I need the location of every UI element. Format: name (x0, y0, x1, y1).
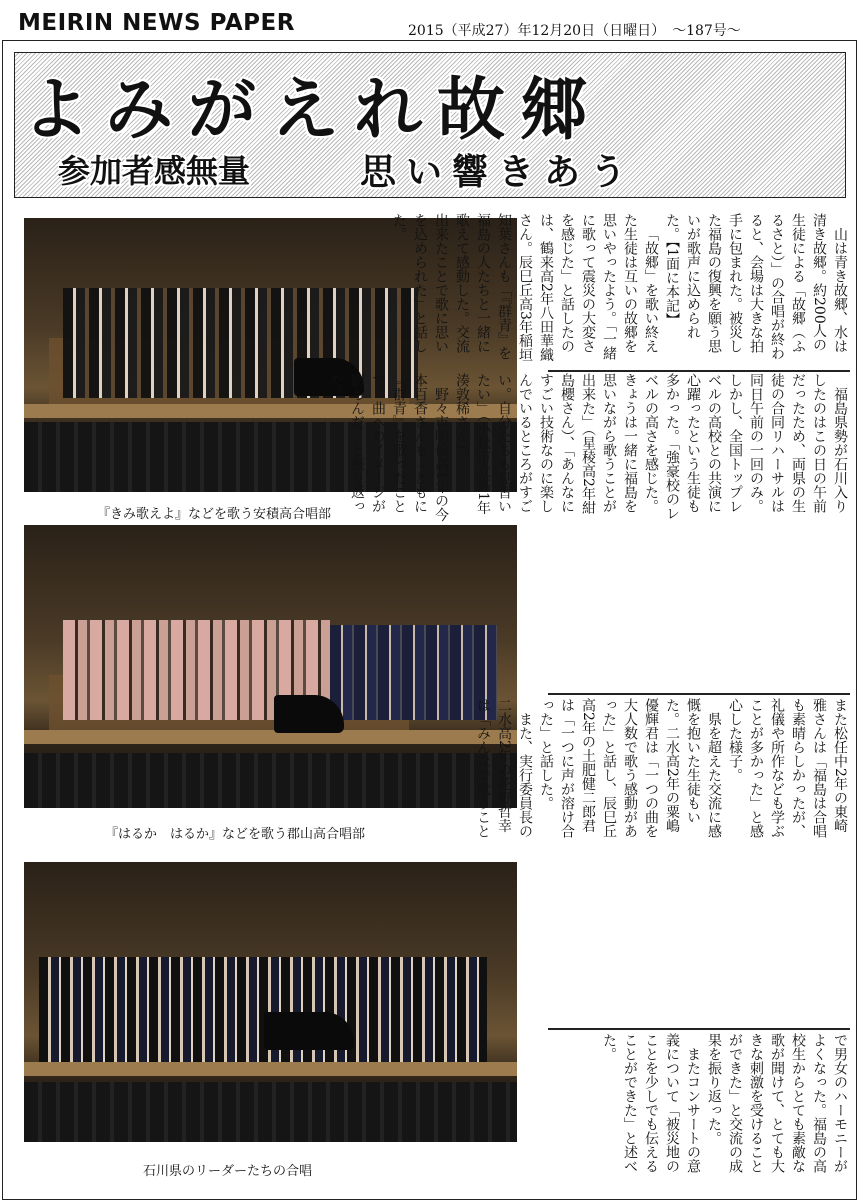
article-paragraph: 山は青き故郷、水は清き故郷。約200人の生徒による「故郷（ふるさと）」の合唱が終わると、会場は大きな拍手に包まれた。被災した福島の復興を願う思いが歌声に込められた。【1面に本記】 (664, 213, 848, 360)
masthead-title: MEIRIN NEWS PAPER (18, 10, 295, 36)
article-tier-3 (475, 698, 850, 843)
article-paragraph: 福島県勢が石川入りしたのはこの日の午前だったため、両県の生徒の合同リハーサルは同日午前の一回のみ。しかし、全国トップレベルの高校との共演に心躍ったという生徒も多かった。「強豪校のレベルの高さを感じた。きょうは一緒に福島を思いながら歌うことが出来た」（星稜高2年紺島櫻さん）、「あんなにすごい技術なのに楽しんでいるところがすごい。自分たちも見習いたい」（小松市立高1年湊敦稀さん）。 (454, 373, 848, 520)
article-tier-4 (548, 1033, 850, 1183)
column-divider (548, 693, 850, 695)
article-columns (328, 213, 850, 1203)
photo-choir-3 (24, 862, 517, 1142)
issue-date: 2015（平成27）年12月20日（日曜日） ～187号～ (408, 23, 741, 39)
article-paragraph: 野々市明倫高1年の今本百香さんも「ともに『群青』を歌ったことで、曲へのイメージが膨らんだ」と振り返った。 (328, 373, 449, 522)
photo-caption-2: 『はるか はるか』などを歌う郡山高合唱部 (105, 827, 366, 842)
article-paragraph: で男女のハーモニーがよくなった。福島の高校生からとても素敵な歌が聞けて、とても大きな刺激を受けることができた」と交流の成果を振り返った。 (706, 1033, 848, 1173)
column-divider (548, 1028, 850, 1030)
article-tier-1 (391, 213, 850, 363)
article-paragraph: また松任中2年の東崎雅さんは「福島は合唱も素晴らしかったが、礼儀や所作なども学ぶことが多かった」と感心した様子。 (727, 698, 848, 838)
column-divider (548, 370, 850, 372)
photo-caption-3: 石川県のリーダーたちの合唱 (143, 1164, 313, 1179)
article-tier-2 (328, 373, 850, 523)
article-paragraph: 「故郷」を歌い終えた生徒は互いの故郷を思いやったよう。「一緒に歌って震災の大変さを感じた」と話したのは、鶴来高2年八田華織さん。辰巳丘高3年稲垣知葉さんも「『群青』を福島の人たちと一緒に歌えて感動した。交流出来たことで歌に思いを込められた」と話した。 (391, 213, 659, 362)
article-paragraph: また、実行委員長の二水高2年の花野哲幸は「みんなで歌うこと (475, 698, 533, 838)
article-paragraph: またコンサートの意義について「被災地のことを少しでも伝えることができた」と述べた。 (601, 1033, 701, 1173)
article-paragraph: 県を超えた交流に感慨を抱いた生徒もいた。二水高2年の粟嶋優輝君は「一つの曲を大人数で歌う感動があった」と話し、辰巳丘高2年の土肥健二郎君は「一つに声が溶け合った」と話した。 (538, 698, 722, 838)
photo-choir-2 (24, 525, 517, 808)
photo-caption-1: 『きみ歌えよ』などを歌う安積高合唱部 (97, 507, 332, 522)
headline-sub-right: 思い響きあう (360, 151, 637, 193)
headline-main: よみがえれ故郷 (22, 70, 604, 150)
headline-sub-left: 参加者感無量 (58, 152, 251, 190)
